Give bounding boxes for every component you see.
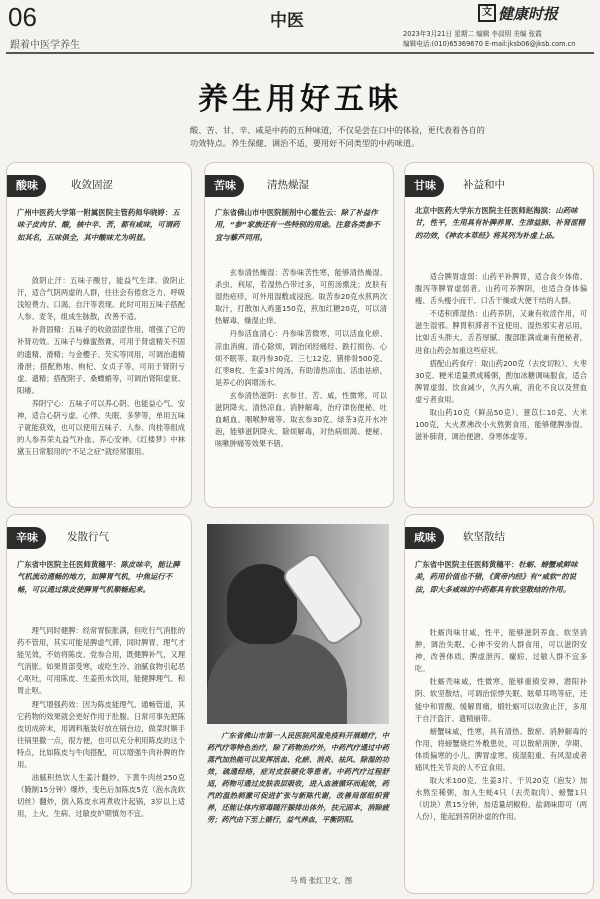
lead-paragraph [415, 559, 587, 596]
body-paragraph: 玄参清热燥湿：苦参味苦性寒，能够清热燥湿、杀虫、利尿，若湿热凸带过多，可煎汤熏洗；皮肤有湿热疮疹，可外用湿敷或浸泡。取苦参20克水煎两次取汁，打散加入鸡蛋150克，煎加红糖20克，可以清热解毒、燥湿止痒。 [215, 268, 387, 326]
lead-author: 广东省中医院主任医师黄穗平： [415, 560, 519, 569]
body-paragraph: 搭配山药食疗：取山药200克（去皮切粒）、大枣30克、粳米适量煮成稀粥，酌加冰糖调味服食，适合脾胃虚弱、饮食减少，久泻久痢，消化不良以及营血虚亏者食用。 [415, 358, 587, 404]
contact-line: 编辑电话:(010)65369670 E-mail:jksb06@jksb.com.cn [403, 40, 576, 48]
article-body [17, 275, 185, 459]
body-paragraph: 不适积滞湿热：山药养阴，又兼有收涩作用，可滋生湿邪。脾胃积滞者不宜使用。湿热邪实者忌用，比如舌头胖大、舌苔厚腻、腹部胀满或兼有便秘者，进食山药会加重这些症状。 [415, 309, 587, 355]
page-number: 06 [8, 2, 37, 32]
body-paragraph: 丹参活血清心：丹参味苦微寒，可以活血化瘀、凉血消痈、清心除烦，调治闭经痛经、跌打损伤、心烦不眠等。取丹参30克、三七12克、猪排骨500克、红枣8枚、生姜3片炖汤，有助清热凉血、活血祛瘀，是养心的润增汤水。 [215, 329, 387, 387]
body-paragraph: 理气增强药效：因为陈皮能理气、通畅管道，其它药物的效果就会更好作用于肚腹。日常可事先把陈皮切成碎末，用调料瓶装好放在锅台边，做菜时顺手往锅里撒一点，很方便，也可以充分利用陈皮的这个特点，比如陈皮与牛肉搭配，可以增强牛肉补脾的作用。 [17, 699, 185, 770]
photo-caption [207, 730, 389, 826]
page-headline: 养生用好五味 [198, 82, 402, 117]
body-paragraph: 玄参清热滋阴：玄参甘、苦、咸，性微寒，可以滋阴降火、清热凉血、消肿解毒，治疗津伤便秘、吐血衄血、咽喉肿痛等。取玄参30克、绿茶3克开水冲泡，能够滋阴降火、除烦解毒，对热病烦渴、便秘、咳嗽肿痛等效果不错。 [215, 390, 387, 449]
article-body [17, 625, 185, 822]
body-paragraph: 适合脾胃虚弱：山药平补脾胃，适合食少体倦、腹泻等脾胃虚弱者。山药可养脾阴，也适合身体偏瘦、舌头瘦小而干、口舌干燥或大便干结的人群。 [415, 272, 587, 306]
article-body [415, 271, 587, 444]
lead-text: 陈皮味辛，能让脾气机流动通畅的地方，如脾胃气机，中焦运行不畅，可以通过陈皮使脾胃气机顺畅起来。 [17, 560, 180, 594]
panel-salty [404, 514, 594, 894]
newspaper-logo: 健康时报 [498, 5, 559, 23]
lead-paragraph [415, 205, 587, 242]
lead-author: 广州中医药大学第一附属医院主管药师华晓婷： [17, 208, 173, 217]
flavor-tag: 辛味 [6, 527, 46, 549]
body-paragraph: 油腻积热饮人生姜汁翻炒，下黄牛肉丝250克（腌制15分钟）爆炒，变色后加陈皮5克（泡水洗软切丝）翻炒，倒入陈皮水再煮收汁起锅，3岁以上适用，上火、生病、过敏皮炉期慎勿不宜。 [17, 773, 185, 819]
body-paragraph: 取大米100克、生姜3片、干贝20克（泡发）加水熬至稀粥，加入生蚝4只（去壳取肉）、螃蟹1只（切块）煮15分钟，加适量胡椒粉、盐调味即可（两人份），能起到养阴补虚的作用。 [415, 776, 587, 822]
panel-title: 清热燥湿 [267, 179, 309, 191]
panel-sour [6, 162, 192, 508]
header-divider [6, 52, 594, 54]
lead-author: 广东省佛山市中医院制剂中心霍佐云： [215, 208, 341, 217]
page-header [0, 0, 600, 58]
section-title: 中医 [270, 11, 304, 31]
lead-author: 广东省中医院主任医师黄穗平： [17, 560, 121, 569]
intro-paragraph: 酸、苦、甘、辛、咸是中药的五种味道，不仅是尝在口中的体验，更代表着各自的功效特点。养生保健、调治不适，要用好不同类型的中药味道。 [190, 125, 485, 148]
panel-title: 发散行气 [67, 531, 109, 543]
column-name: 跟着中医学养生 [10, 40, 80, 51]
lead-text: 山药味甘，性平，生用具有补脾养胃、生津益肺、补肾涩精的功效，《神农本草经》将其列为补虚上品。 [415, 206, 585, 240]
lead-paragraph [17, 559, 185, 596]
panel-pungent [6, 514, 192, 894]
body-paragraph: 养阴宁心：五味子可以养心阴、也能益心气、安神，适合心阴亏虚、心悸、失眠、多梦等，单用五味子就能获效，也可以使用五味子、人参、肉桂等组成的人参养荣丸益气补血、养心安神。《红楼梦》中林黛玉日常服用的“不足之症”就经常服用。 [17, 398, 185, 457]
flavor-tag: 甘味 [404, 175, 444, 197]
body-paragraph: 补肾固精：五味子的收敛固涩作用，增强了它的补肾功效。五味子与蜂蜜熬膏，可用于肾虚精关不固的遗精、滑精；与金樱子、芡实等同用，可调治遗精滑泄；搭配熟地、枸杞、女贞子等，可用于肾阴亏虚、遗精；搭配附子、桑螵蛸等，可调治肾阳虚衰、阳痿。 [17, 325, 185, 395]
lead-paragraph [17, 207, 185, 244]
lead-text: 五味子皮肉甘、酸，核中辛、苦，都有咸味，可谓药如其名，五味俱全，其中酸味尤为明显。 [17, 208, 180, 242]
therapy-photo [207, 524, 389, 724]
body-paragraph: 牡蛎壳味咸，性微寒，能够重镇安神、潜阳补阴、软坚散结，可调治惊悸失眠、眩晕耳鸣等症，还能中和胃酸、缓解胃痛，煅牡蛎可以收敛止汗，多用于自汗盗汗、遗精崩带。 [415, 677, 587, 723]
lead-text: 除了补益作用，“参”家族还有一些特别的用途。注意各类参不宜与藜芦同用。 [215, 208, 380, 242]
flavor-tag: 苦味 [204, 175, 244, 197]
panel-title: 补益和中 [463, 179, 505, 191]
lead-author: 北京中医药大学东方医院主任医师赵海滨： [415, 206, 556, 215]
panel-title: 软坚散结 [463, 531, 505, 543]
body-paragraph: 理气同时健脾：经常胃脘胀满，但吃行气消胀的药不管用，其实可能是脾虚气滞，同时脾胃、理气才能见效，不妨将陈皮、党参合用，既健脾补气，又理气消胀。如果胃部受寒，或吃生冷、油腻食物引起恶心呕吐，可用陈皮、生姜煎水饮用，能健脾理气、和胃止呕。 [17, 626, 185, 696]
flavor-tag: 酸味 [6, 175, 46, 197]
article-body [215, 267, 387, 451]
article-body [415, 627, 587, 825]
lead-paragraph [215, 207, 387, 244]
body-paragraph: 螃蟹味咸，性寒，具有清热、散瘀、消肿解毒的作用，将螃蟹烧烂外敷患处，可以散瘀消肿，孕期、体质偏寒的小儿、脾胃虚寒、痰湿阻重、有风湿或者痛风性关节炎的人不宜食用。 [415, 726, 587, 773]
body-paragraph: 牡蛎肉味甘咸，性平，能够滋阴养血、软坚消肿，调治失眠、心神不安的人群食用，可以滋阴安神，改善体质、脾虚泄泻、瘰疬、过敏人群不宜多吃。 [415, 628, 587, 674]
logo-mark: 文 [478, 4, 496, 22]
lead-text: 牡蛎、螃蟹咸鲜味美，药用价值也不错，《黄帝内经》有“咸软”的说法，即大多咸味的中药都具有软坚散结的作用。 [415, 560, 578, 594]
body-paragraph: 敛阴止汗：五味子酸甘，能益气生津、敛阴止汗，适合气阴两虚的人群，往往会有倦怠乏力、呼吸浅短费力、口渴、自汗等表现。此时可用五味子搭配人参、麦冬，组成生脉散，改善不适。 [17, 276, 185, 322]
caption-text: 广东省佛山市第一人民医院风湿免疫科开展蜡疗，中药汽疗等特色治疗，除了药物治疗外，中药汽疗通过中药蒸汽加热能可以发挥活血、化瘀、消炎、祛风、除湿的功效，疏通经络，症对皮肤硬化等患者。中药汽疗过程舒适，药物可通过皮肤表层吸收，进入血液循环而起效，药汽的温热刺激可促进扩张与新陈代谢，改善局部组织营养，还能让体内邪毒随汗腺排出体外，扶元固本，消除疲劳；药汽由下至上循行，益气养血，平衡阴阳。 [207, 731, 389, 824]
panel-sweet [404, 162, 594, 508]
date-editor-line: 2023年3月21日 星期二 编辑 李叔明 美编 张霞 [403, 30, 542, 38]
body-paragraph: 取山药10克（鲜品50克）、薏苡仁10克、大米100克，大火煮沸改小火熬粥食用，能够健脾渗湿、滋补肺肾，调治便溏、身寒体虚等。 [415, 408, 587, 442]
panel-bitter [204, 162, 394, 508]
photo-credit: 马 绮 张红卫文、图 [290, 876, 353, 885]
panel-title: 收敛固涩 [71, 179, 113, 191]
flavor-tag: 咸味 [404, 527, 444, 549]
